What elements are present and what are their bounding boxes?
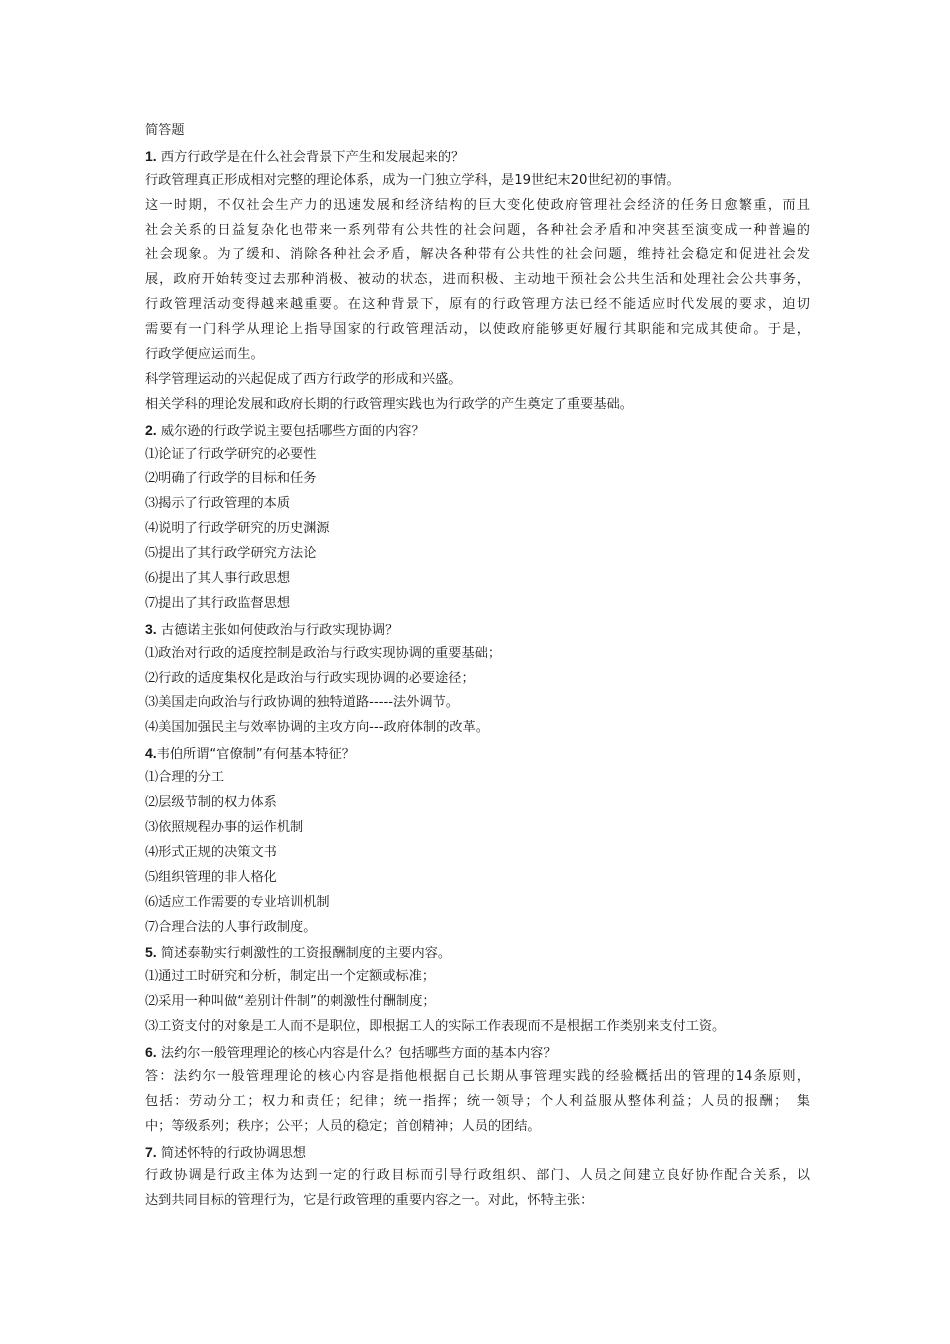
question-number: 2. bbox=[145, 421, 157, 438]
question-heading bbox=[145, 418, 810, 443]
answer-line: 需要有一门科学从理论上指导国家的行政管理活动，以使政府能够更好履行其职能和完成其使命。于是， bbox=[145, 322, 810, 338]
question-number: 6. bbox=[145, 1043, 157, 1060]
answer-line: ⑸组织管理的非人格化 bbox=[145, 869, 277, 885]
answer-line: ⑹提出了其人事行政思想 bbox=[145, 571, 291, 587]
question-heading bbox=[145, 1140, 810, 1165]
answer-line: 科学管理运动的兴起促成了西方行政学的形成和兴盛。 bbox=[145, 371, 462, 387]
question-text: 简述怀特的行政协调思想 bbox=[156, 1145, 306, 1161]
answer-line: ⑴通过工时研究和分析，制定出一个定额或标准； bbox=[145, 969, 436, 985]
answer-line: ⑵行政的适度集权化是政治与行政实现协调的必要途径； bbox=[145, 670, 475, 686]
answer-line: ⑵层级节制的权力体系 bbox=[145, 795, 277, 811]
answer-line: 社会现象。为了缓和、消除各种社会矛盾，解决各种带有公共性的社会问题，维持社会稳定和促进社会发 bbox=[145, 247, 810, 263]
question-text: 韦伯所谓“官僚制”有何基本特征？ bbox=[156, 747, 355, 763]
document-body bbox=[145, 144, 810, 1214]
question-section bbox=[145, 144, 810, 418]
answer-line: 行政管理真正形成相对完整的理论体系，成为一门独立学科，是19世纪末20世纪初的事情。 bbox=[145, 172, 680, 188]
question-heading bbox=[145, 617, 810, 642]
question-heading bbox=[145, 1040, 810, 1065]
answer-line: ⑷说明了行政学研究的历史渊源 bbox=[145, 521, 330, 537]
answer-line: 展，政府开始转变过去那种消极、被动的状态，进而积极、主动地干预社会公共生活和处理社会公共事务， bbox=[145, 272, 810, 288]
document-page bbox=[145, 119, 810, 1214]
question-section bbox=[145, 1140, 810, 1215]
answer-line: ⑺提出了其行政监督思想 bbox=[145, 595, 291, 611]
answer-line: ⑶依照规程办事的运作机制 bbox=[145, 819, 304, 835]
answer-line: ⑴论证了行政学研究的必要性 bbox=[145, 446, 317, 462]
question-text: 西方行政学是在什么社会背景下产生和发展起来的？ bbox=[156, 149, 465, 165]
question-heading bbox=[145, 940, 810, 965]
answer-line: ⑶工资支付的对象是工人而不是职位，即根据工人的实际工作表现而不是根据工作类别来支付工资。 bbox=[145, 1019, 726, 1035]
answer-line: 包括：劳动分工；权力和责任；纪律；统一指挥；统一领导；个人利益服从整体利益；人员的报酬； 集 bbox=[145, 1093, 810, 1109]
question-heading bbox=[145, 144, 810, 169]
question-number: 3. bbox=[145, 620, 157, 637]
answer-line: 这一时期，不仅社会生产力的迅速发展和经济结构的巨大变化使政府管理社会经济的任务日愈繁重，而且 bbox=[145, 197, 810, 213]
answer-line: ⑸提出了其行政学研究方法论 bbox=[145, 546, 317, 562]
answer-line: 相关学科的理论发展和政府长期的行政管理实践也为行政学的产生奠定了重要基础。 bbox=[145, 396, 633, 412]
answer-line: 社会关系的日益复杂化也带来一系列带有公共性的社会问题，各种社会矛盾和冲突甚至演变成一种普遍的 bbox=[145, 222, 810, 238]
question-section bbox=[145, 940, 810, 1040]
answer-line: ⑵明确了行政学的目标和任务 bbox=[145, 471, 317, 487]
document-heading: 简答题 bbox=[145, 123, 185, 138]
question-heading bbox=[145, 741, 810, 766]
answer-line: ⑹适应工作需要的专业培训机制 bbox=[145, 894, 330, 910]
answer-line: ⑶揭示了行政管理的本质 bbox=[145, 496, 291, 512]
answer-line: 中；等级系列；秩序；公平；人员的稳定；首创精神；人员的团结。 bbox=[145, 1118, 541, 1134]
answer-line: ⑷美国加强民主与效率协调的主攻方向---政府体制的改革。 bbox=[145, 720, 489, 736]
answer-line: 答：法约尔一般管理理论的核心内容是指他根据自己长期从事管理实践的经验概括出的管理的14条原则， bbox=[145, 1068, 810, 1084]
question-section bbox=[145, 1040, 810, 1140]
answer-line: 行政管理活动变得越来越重要。在这种背景下，原有的行政管理方法已经不能适应时代发展的要求，迫切 bbox=[145, 297, 810, 313]
answer-line: ⑶美国走向政治与行政协调的独特道路-----法外调节。 bbox=[145, 695, 459, 711]
answer-line: 行政协调是行政主体为达到一定的行政目标而引导行政组织、部门、人员之间建立良好协作配合关系，以 bbox=[145, 1168, 810, 1184]
question-text: 简述泰勒实行刺激性的工资报酬制度的主要内容。 bbox=[156, 946, 452, 962]
answer-line: ⑴政治对行政的适度控制是政治与行政实现协调的重要基础； bbox=[145, 645, 502, 661]
question-number: 4. bbox=[145, 745, 157, 762]
answer-line: 达到共同目标的管理行为，它是行政管理的重要内容之一。对此，怀特主张： bbox=[145, 1193, 594, 1209]
question-section bbox=[145, 741, 810, 940]
answer-line: ⑴合理的分工 bbox=[145, 770, 225, 786]
question-text: 威尔逊的行政学说主要包括哪些方面的内容？ bbox=[156, 423, 425, 439]
answer-line: 行政学便应运而生。 bbox=[145, 347, 264, 363]
answer-line: ⑵采用一种叫做“差别计件制”的刺激性付酬制度； bbox=[145, 994, 436, 1010]
question-number: 7. bbox=[145, 1143, 157, 1160]
question-text: 法约尔一般管理理论的核心内容是什么？包括哪些方面的基本内容？ bbox=[156, 1045, 557, 1061]
question-number: 1. bbox=[145, 147, 157, 164]
question-number: 5. bbox=[145, 944, 157, 961]
question-section bbox=[145, 418, 810, 617]
question-section bbox=[145, 617, 810, 741]
question-text: 古德诺主张如何使政治与行政实现协调？ bbox=[156, 622, 399, 638]
answer-line: ⑷形式正规的决策文书 bbox=[145, 844, 277, 860]
answer-line: ⑺合理合法的人事行政制度。 bbox=[145, 919, 317, 935]
